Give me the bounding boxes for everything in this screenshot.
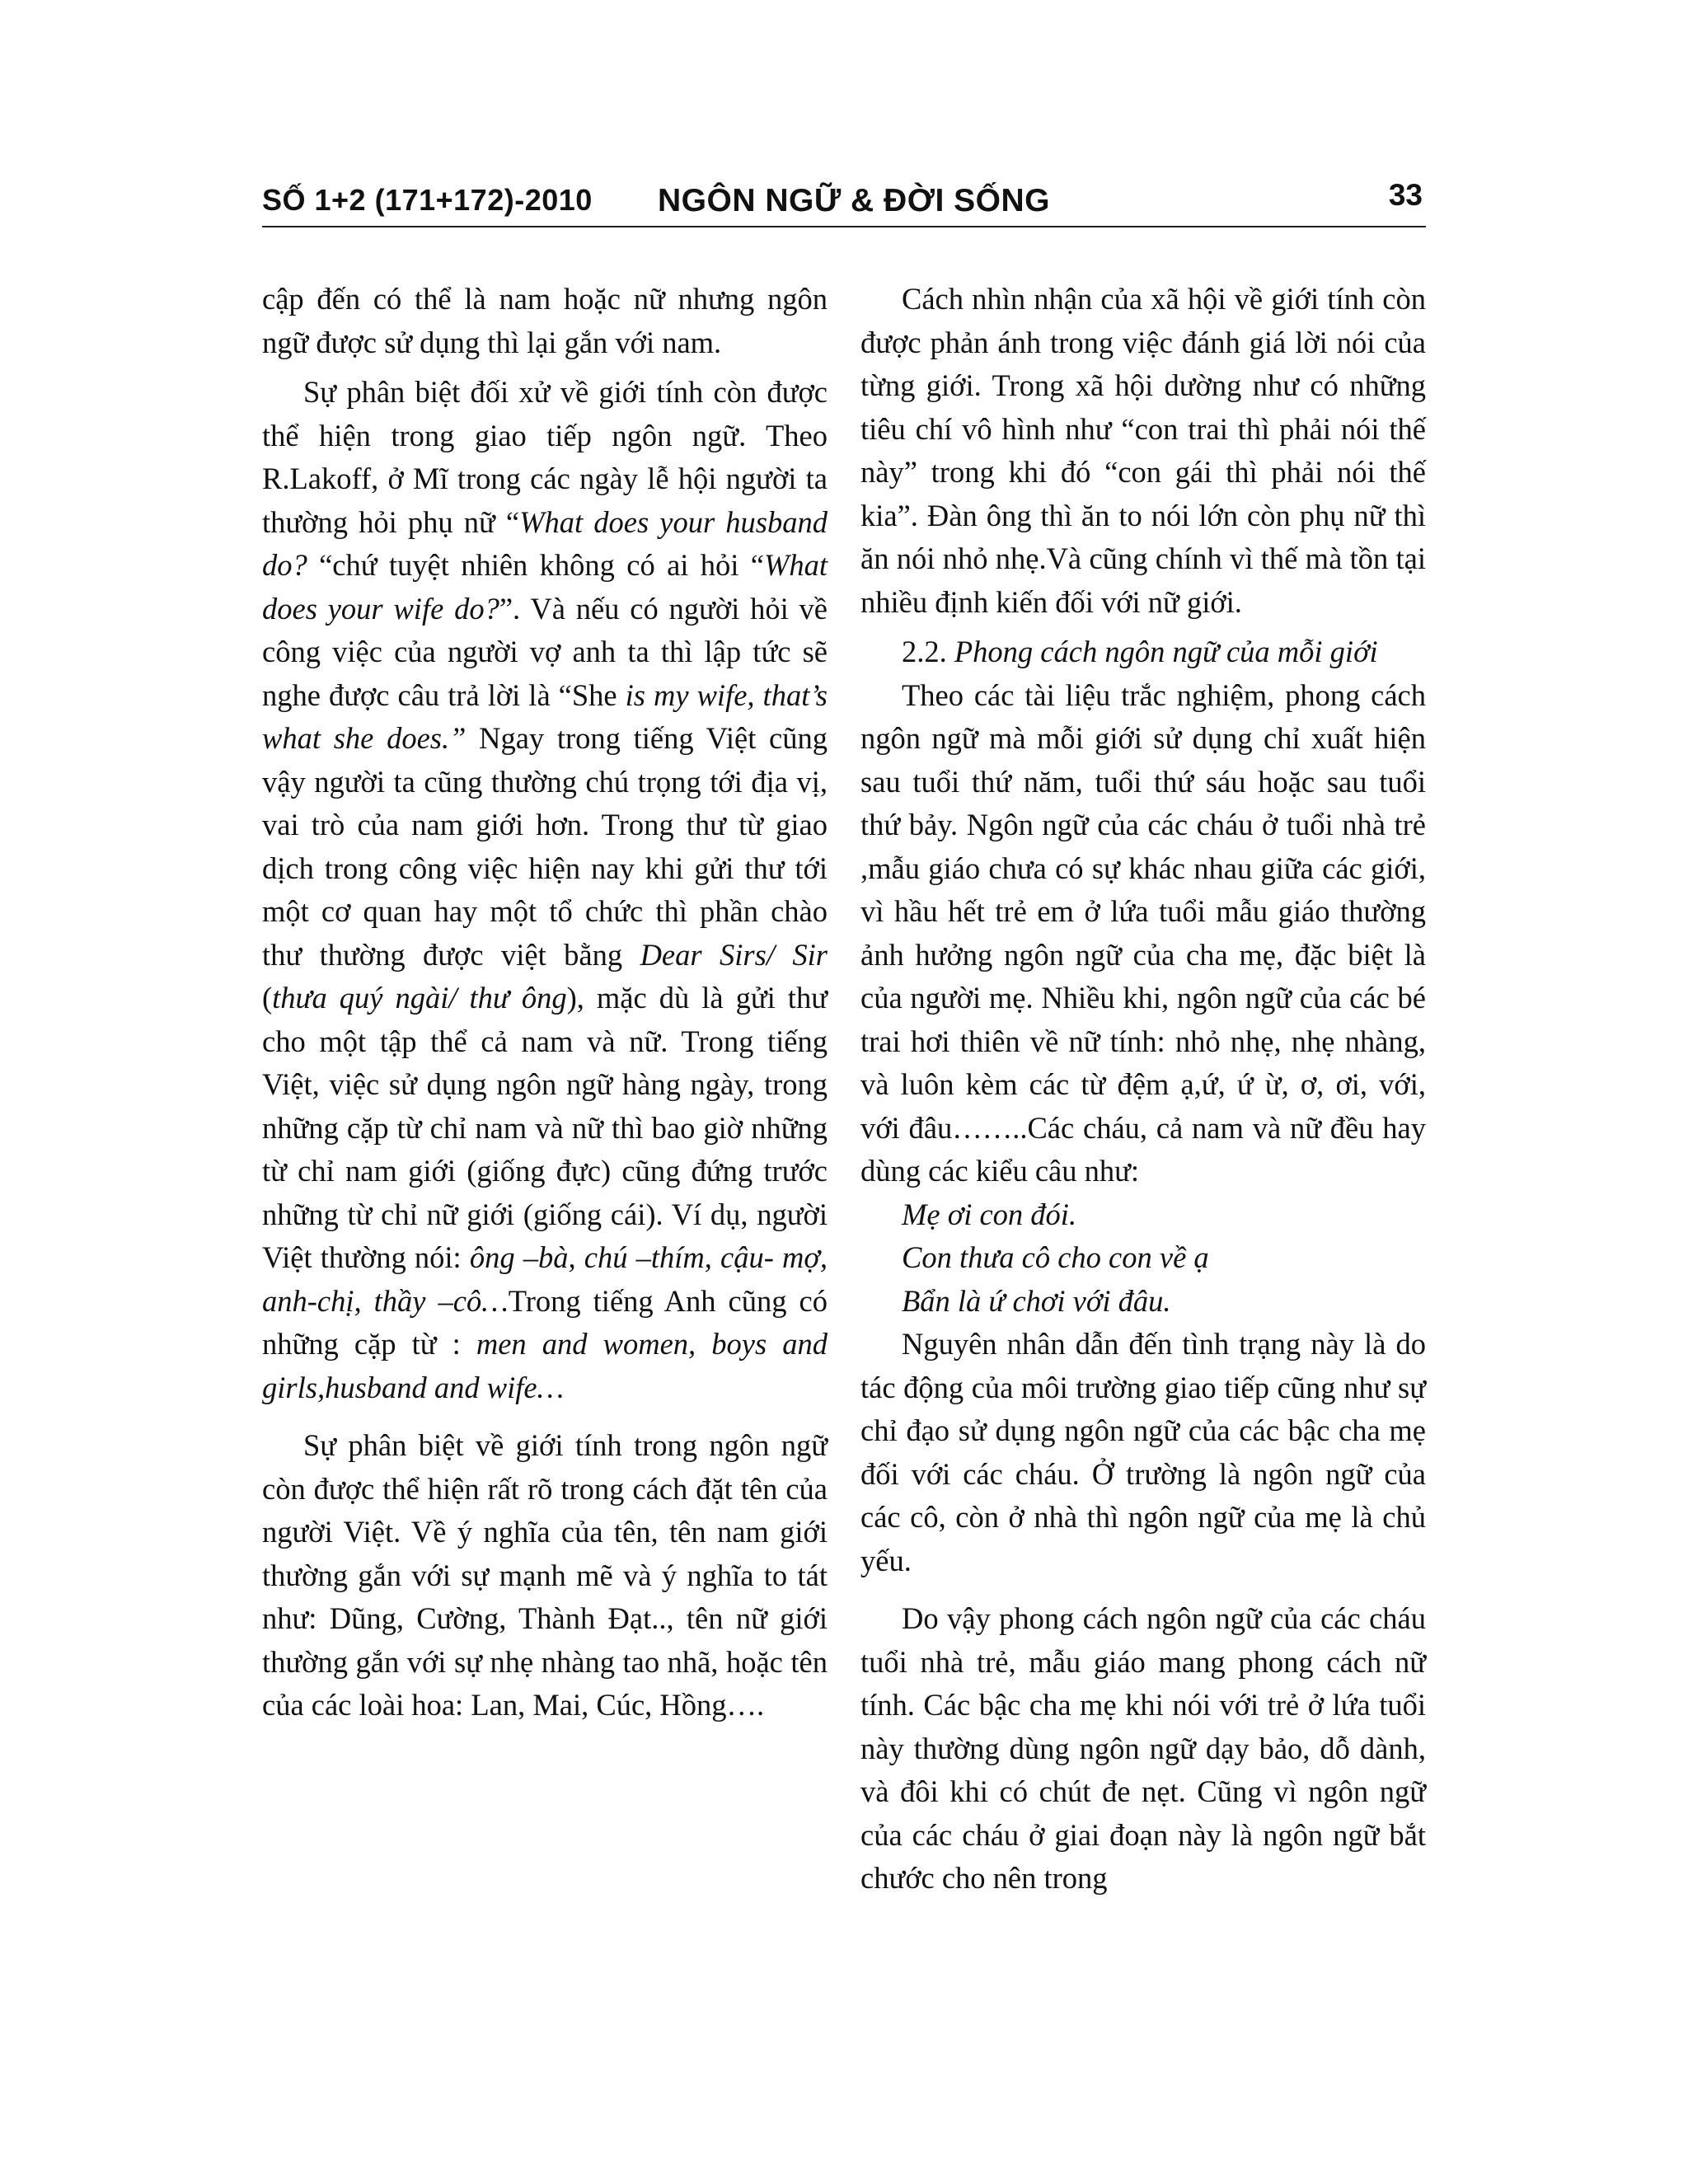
text-run: Trong tiếng Anh cũng có những cặp từ : (262, 1283, 828, 1361)
paragraph: Do vậy phong cách ngôn ngữ của các cháu tuổi nhà trẻ, mẫu giáo mang phong cách nữ tính. Các bậc cha mẹ khi nói với trẻ ở lứa tuổi này thường dùng ngôn ngữ dạy bảo, dỗ dành, và đôi khi có chút đe nẹt. Cũng vì ngôn ngữ của các cháu ở giai đoạn này là ngôn ngữ bắt chước cho nên trong (860, 1601, 1426, 1895)
italic-term: ông –bà, chú –thím, cậu- mợ, anh-chị, thầy –cô… (262, 1240, 828, 1318)
text-run: ”. Và nếu có người hỏi về công việc của người vợ anh ta thì lập tức sẽ nghe được câu trả lời là “She (262, 591, 828, 712)
italic-term: Dear Sirs/ Sir (640, 937, 828, 972)
paragraph: Nguyên nhân dẫn đến tình trạng này là do tác động của môi trường giao tiếp cũng như sự chỉ đạo sử dụng ngôn ngữ của các bậc cha mẹ đối với các cháu. Ở trường là ngôn ngữ của các cô, còn ở nhà thì ngôn ngữ của mẹ là chủ yếu. (860, 1327, 1426, 1577)
paragraph: cập đến có thể là nam hoặc nữ nhưng ngôn ngữ được sử dụng thì lại gắn với nam. (262, 282, 828, 359)
paragraph (262, 371, 828, 1409)
text-run: ( (262, 981, 273, 1015)
section-heading (860, 630, 1426, 674)
running-header (262, 178, 1426, 227)
italic-term: thưa quý ngài/ thư ông (272, 981, 567, 1015)
text-run: Sự phân biệt đối xử về giới tính còn được thể hiện trong giao tiếp ngôn ngữ. Theo R.Lakoff, ở Mĩ trong các ngày lễ hội người ta thường hỏi phụ nữ “ (262, 375, 828, 539)
paragraph: Theo các tài liệu trắc nghiệm, phong cách ngôn ngữ mà mỗi giới sử dụng chỉ xuất hiện sau tuổi thứ năm, tuổi thứ sáu hoặc sau tuổi thứ bảy. Ngôn ngữ của các cháu ở tuổi nhà trẻ ,mẫu giáo chưa có sự khác nhau giữa các giới, vì hầu hết trẻ em ở lứa tuổi mẫu giáo thường ảnh hưởng ngôn ngữ của cha mẹ, đặc biệt là của người mẹ. Nhiều khi, ngôn ngữ của các bé trai hơi thiên về nữ tính: nhỏ nhẹ, nhẹ nhàng, và luôn kèm các từ đệm ạ,ứ, ứ ừ, ơ, ơi, với, với đâu……..Các cháu, cả nam và nữ đều hay dùng các kiểu câu như: (860, 677, 1426, 1188)
example-sentence: Mẹ ơi con đói. (902, 1197, 1077, 1231)
page-number: 33 (1388, 178, 1423, 212)
italic-quote: What does your husband do? (262, 504, 828, 582)
text-run: ), mặc dù là gửi thư cho một tập thể cả nam và nữ. Trong tiếng Việt, việc sử dụng ngôn ngữ hàng ngày, trong những cặp từ chỉ nam và nữ thì bao giờ những từ chỉ nam giới (giống đực) cũng đứng trước những từ chỉ nữ giới (giống cái). Ví dụ, người Việt thường nói: (262, 981, 828, 1274)
text-run: “chứ tuyệt nhiên không có ai hỏi “ (307, 548, 764, 582)
section-title: Phong cách ngôn ngữ của mỗi giới (954, 635, 1378, 668)
section-number: 2.2. (902, 635, 954, 668)
paragraph: Sự phân biệt về giới tính trong ngôn ngữ còn được thể hiện rất rõ trong cách đặt tên của người Việt. Về ý nghĩa của tên, tên nam giới thường gắn với sự mạnh mẽ và ý nghĩa to tát như: Dũng, Cường, Thành Đạt.., tên nữ giới thường gắn với sự nhẹ nhàng tao nhã, hoặc tên của các loài hoa: Lan, Mai, Cúc, Hồng…. (262, 1428, 828, 1722)
example-sentence: Con thưa cô cho con về ạ (902, 1240, 1209, 1274)
italic-term: men and women, boys and girls,husband and wife… (262, 1327, 828, 1404)
text-run: Ngay trong tiếng Việt cũng vậy người ta cũng thường chú trọng tới địa vị, vai trò của nam giới hơn. Trong thư từ giao dịch trong công việc hiện nay khi gửi thư tới một cơ quan hay một tổ chức thì phần chào thư thường được việt bằng (262, 721, 828, 972)
paragraph: Cách nhìn nhận của xã hội về giới tính còn được phản ánh trong việc đánh giá lời nói của từng giới. Trong xã hội dường như có những tiêu chí vô hình như “con trai thì phải nói thế này” trong khi đó “con gái thì phải nói thế kia”. Đàn ông thì ăn to nói lớn còn phụ nữ thì ăn nói nhỏ nhẹ.Và cũng chính vì thế mà tồn tại nhiều định kiến đối với nữ giới. (860, 282, 1426, 619)
journal-title: NGÔN NGỮ & ĐỜI SỐNG (658, 183, 1050, 218)
example-sentence: Bẩn là ứ chơi với đâu. (902, 1283, 1171, 1318)
right-column (860, 278, 1426, 1900)
italic-quote: is my wife, that’s what she does.” (262, 677, 828, 755)
italic-quote: What does your wife do? (262, 548, 828, 626)
issue-number: SỐ 1+2 (171+172)-2010 (262, 183, 593, 217)
left-column (262, 278, 828, 1727)
